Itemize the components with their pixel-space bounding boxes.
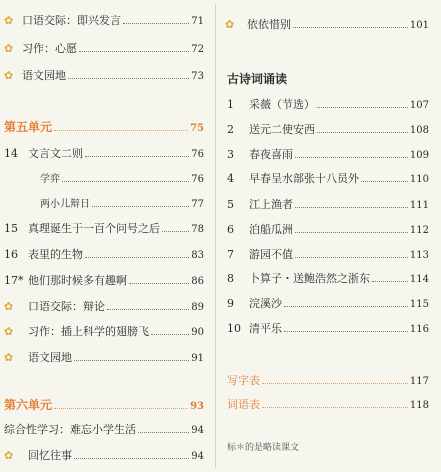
leader-dots: [295, 206, 408, 208]
flower-icon: ✿: [225, 18, 235, 31]
toc-entry[interactable]: ✿ 回忆往事 94: [4, 449, 204, 462]
poem-entry[interactable]: 3 春夜喜雨 109: [227, 148, 429, 161]
leader-dots: [62, 180, 189, 182]
leader-dots: [85, 256, 189, 258]
toc-entry[interactable]: ✿ 习作：心愿 72: [4, 42, 204, 55]
poem-entry[interactable]: 10 清平乐 116: [227, 322, 429, 335]
poem-entry[interactable]: 2 送元二使安西 108: [227, 123, 429, 136]
toc-entry[interactable]: ✿ 习作：插上科学的翅膀飞 90: [4, 325, 204, 338]
leader-dots: [262, 382, 408, 384]
unit-heading[interactable]: 第六单元 93: [4, 398, 204, 412]
toc-entry[interactable]: 综合性学习：难忘小学生活 94: [4, 423, 204, 436]
flower-icon: ✿: [4, 69, 14, 82]
leader-dots: [74, 457, 189, 459]
poem-entry[interactable]: 7 游园不值 113: [227, 248, 429, 261]
leader-dots: [295, 156, 408, 158]
leader-dots: [123, 22, 189, 24]
toc-subentry[interactable]: 学弈 76: [40, 174, 204, 185]
leader-dots: [295, 256, 408, 258]
poem-entry[interactable]: 5 江上渔者 111: [227, 198, 429, 211]
toc-entry[interactable]: 词语表 118: [227, 398, 429, 411]
leader-dots: [317, 106, 408, 108]
leader-dots: [151, 333, 189, 335]
toc-subentry[interactable]: 两小儿辩日 77: [40, 199, 204, 210]
leader-dots: [54, 129, 188, 131]
toc-entry[interactable]: ✿ 语文园地 73: [4, 69, 204, 82]
flower-icon: ✿: [4, 42, 14, 55]
unit-heading[interactable]: 第五单元 75: [4, 120, 204, 134]
toc-entry[interactable]: 14 文言文二则 76: [4, 147, 204, 160]
leader-dots: [107, 308, 189, 310]
leader-dots: [85, 155, 189, 157]
flower-icon: ✿: [4, 300, 14, 313]
leader-dots: [284, 330, 408, 332]
leader-dots: [284, 305, 408, 307]
poem-entry[interactable]: 8 卜算子・送鲍浩然之浙东 114: [227, 272, 429, 285]
leader-dots: [129, 282, 189, 284]
toc-entry[interactable]: ✿ 口语交际：即兴发言 71: [4, 14, 204, 27]
leader-dots: [361, 180, 408, 182]
leader-dots: [293, 26, 408, 28]
leader-dots: [138, 431, 189, 433]
poem-entry[interactable]: 9 浣溪沙 115: [227, 297, 429, 310]
leader-dots: [262, 406, 408, 408]
flower-icon: ✿: [4, 449, 14, 462]
leader-dots: [92, 205, 189, 207]
leader-dots: [372, 280, 408, 282]
leader-dots: [68, 77, 189, 79]
leader-dots: [295, 231, 408, 233]
flower-icon: ✿: [4, 351, 14, 364]
toc-entry[interactable]: 16 表里的生物 83: [4, 248, 204, 261]
flower-icon: ✿: [4, 325, 14, 338]
toc-entry[interactable]: 15 真理诞生于一百个问号之后 78: [4, 222, 204, 235]
leader-dots: [317, 131, 408, 133]
toc-entry[interactable]: 写字表 117: [227, 374, 429, 387]
poem-entry[interactable]: 1 采薇（节选） 107: [227, 98, 429, 111]
toc-entry[interactable]: ✿ 口语交际：辩论 89: [4, 300, 204, 313]
leader-dots: [79, 50, 189, 52]
section-heading: 古诗词诵读: [227, 72, 288, 86]
toc-entry[interactable]: ✿ 语文园地 91: [4, 351, 204, 364]
flower-icon: ✿: [4, 14, 14, 27]
footnote: 标＊的是略读课文: [227, 443, 300, 453]
leader-dots: [74, 359, 189, 361]
toc-entry[interactable]: ✿ 依依惜别 101: [225, 18, 429, 31]
poem-entry[interactable]: 4 早春呈水部张十八员外 110: [227, 172, 429, 185]
column-divider: [215, 4, 216, 468]
leader-dots: [162, 230, 189, 232]
leader-dots: [54, 407, 188, 409]
toc-entry[interactable]: 17* 他们那时候多有趣啊 86: [4, 274, 204, 287]
poem-entry[interactable]: 6 泊船瓜洲 112: [227, 223, 429, 236]
